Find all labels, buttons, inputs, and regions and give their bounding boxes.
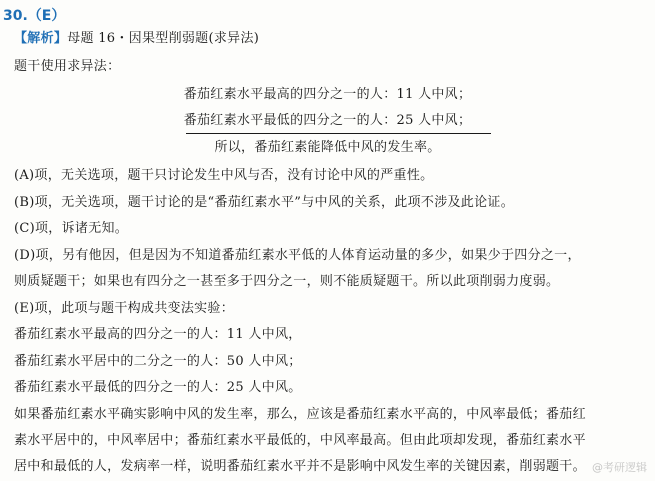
option-e-item1: 番茄红素水平最高的四分之一的人：11 人中风， [14,327,302,342]
option-e-item3: 番茄红素水平最低的四分之一的人：25 人中风。 [14,380,302,395]
analysis-tag: 【解析】 [14,31,68,46]
premise-2: 番茄红素水平最低的四分之一的人：25 人中风； [183,113,472,128]
option-b: (B)项，无关选项，题干讨论的是“番茄红素水平”与中风的关系，此项不涉及此论证。 [14,195,514,210]
watermark: @考研逻辑 [592,461,647,474]
conclusion-rule [186,133,491,134]
analysis-header-text: 母题 16・因果型削弱题(求异法) [67,31,260,46]
question-number: 30.（E） [3,8,66,24]
option-a: (A)项，无关选项，题干只讨论发生中风与否，没有讨论中风的严重性。 [14,168,434,183]
option-d-line2: 则质疑题干；如果也有四分之一甚至多于四分之一，则不能质疑题干。所以此项削弱力度弱。 [14,274,560,289]
conclusion-line3: 居中和最低的人，发病率一样，说明番茄红素水平并不是影响中风发生率的关键因素，削弱题干。 [14,459,586,474]
option-c: (C)项，诉诸无知。 [14,221,129,236]
intro-text: 题干使用求异法： [14,59,121,74]
premise-1: 番茄红素水平最高的四分之一的人：11 人中风； [183,87,472,102]
analysis-header [14,31,649,47]
option-e-intro: (E)项，此项与题干构成共变法实验： [14,301,235,316]
conclusion: 所以，番茄红素能降低中风的发生率。 [214,140,441,155]
option-d-line1: (D)项，另有他因，但是因为不知道番茄红素水平低的人体育运动量的多少，如果少于四分之一， [14,248,581,263]
option-e-item2: 番茄红素水平居中的二分之一的人：50 人中风； [14,354,302,369]
conclusion-line2: 素水平居中的，中风率居中；番茄红素水平最低的，中风率最高。但由此项却发现，番茄红素水平 [14,433,586,448]
conclusion-line1: 如果番茄红素水平确实影响中风的发生率，那么，应该是番茄红素水平高的，中风率最低；番茄红 [14,407,586,422]
